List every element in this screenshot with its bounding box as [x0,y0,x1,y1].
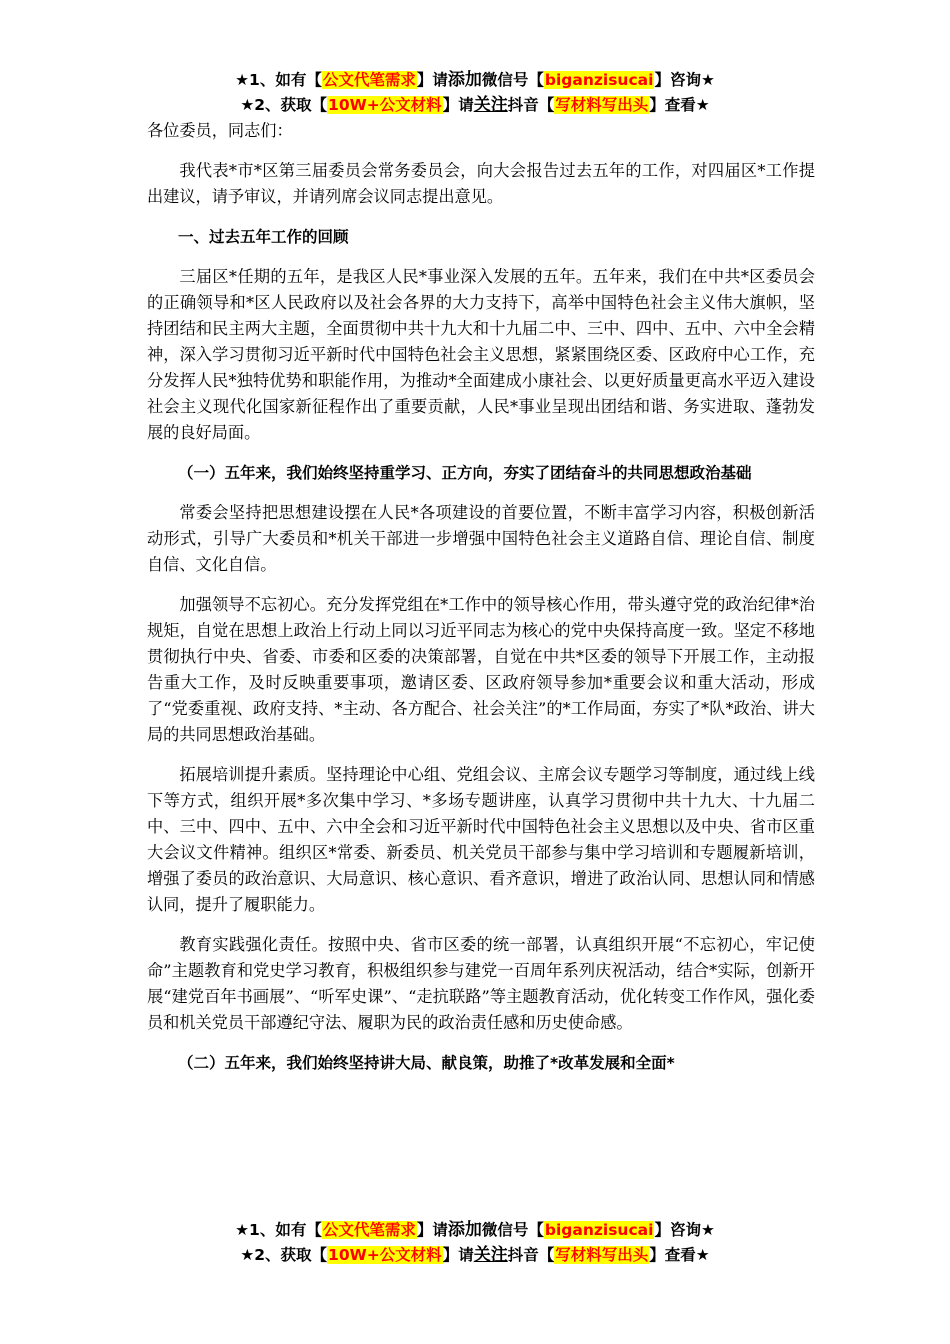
promo-highlight: 10W+公文材料 [328,96,442,114]
promo-text: 】咨询★ [654,71,715,89]
promo-text: ★1、如有【 [235,1221,322,1239]
promo-highlight: 公文代笔需求 [322,1221,416,1239]
promo-text: 】请 [442,96,474,114]
paragraph: 拓展培训提升素质。坚持理论中心组、党组会议、主席会议专题学习等制度，通过线上线下等方式，组织开展*多次集中学习、*多场专题讲座，认真学习贯彻中共十九大、十九届二中、三中、四中、五中、六中全会和习近平新时代中国特色社会主义思想以及中央、省市区重大会议文件精神。组织区*常委、新委员、机关党员干部参与集中学习培训和专题履新培训，增强了委员的政治意识、大局意识、核心意识、看齐意识，增进了政治认同、思想认同和情感认同，提升了履职能力。 [147,765,815,914]
subsection-heading: （二）五年来，我们始终坚持讲大局、献良策，助推了*改革发展和全面* [178,1054,675,1072]
promo-text: 】请 [442,1246,474,1264]
promo-highlight: 写材料写出头 [555,1246,649,1264]
promo-line-1 [0,1218,950,1243]
promo-line-2 [0,93,950,118]
document-body [147,118,815,1090]
promo-text: 微信号【 [481,71,544,89]
promo-highlight: 10W+公文材料 [328,1246,442,1264]
paragraph: 常委会坚持把思想建设摆在人民*各项建设的首要位置，不断丰富学习内容，积极创新活动形式，引导广大委员和*机关干部进一步增强中国特色社会主义道路自信、理论自信、制度自信、文化自信。 [147,503,815,574]
promo-highlight: 写材料写出头 [555,96,649,114]
promo-banner-bottom [0,1218,950,1268]
paragraph: 三届区*任期的五年，是我区人民*事业深入发展的五年。五年来，我们在中共*区委员会的正确领导和*区人民政府以及社会各界的大力支持下，高举中国特色社会主义伟大旗帜，坚持团结和民主两大主题，全面贯彻中共十九大和十九届二中、三中、四中、五中、六中全会精神，深入学习贯彻习近平新时代中国特色社会主义思想，紧紧围绕区委、区政府中心工作，充分发挥人民*独特优势和职能作用，为推动*全面建成小康社会、以更好质量更高水平迈入建设社会主义现代化国家新征程作出了重要贡献，人民*事业呈现出团结和谐、务实进取、蓬勃发展的良好局面。 [147,267,815,442]
promo-text: 微信号【 [481,1221,544,1239]
promo-text: 】请 [416,1221,448,1239]
subsection-heading: （一）五年来，我们始终坚持重学习、正方向，夯实了团结奋斗的共同思想政治基础 [178,464,752,482]
promo-text: ★2、获取【 [240,1246,328,1264]
paragraph: 加强领导不忘初心。充分发挥党组在*工作中的领导核心作用，带头遵守党的政治纪律*治规矩，自觉在思想上政治上行动上同以习近平同志为核心的党中央保持高度一致。坚定不移地贯彻执行中央、省委、市委和区委的决策部署，自觉在中共*区委的领导下开展工作，主动报告重大工作，及时反映重要事项，邀请区委、区政府领导参加*重要会议和重大活动，形成了“党委重视、政府支持、*主动、各方配合、社会关注”的*工作局面，夯实了*队*政治、讲大局的共同思想政治基础。 [147,595,815,744]
intro-paragraph: 我代表*市*区第三届委员会常务委员会，向大会报告过去五年的工作，对四届区*工作提出建议，请予审议，并请列席会议同志提出意见。 [147,161,815,206]
promo-emphasis: 添加 [447,70,482,90]
promo-text: 】请 [416,71,448,89]
promo-banner-top [0,68,950,118]
promo-highlight: biganzisucai [544,1221,654,1239]
promo-text: 】查看★ [649,96,710,114]
promo-line-2 [0,1243,950,1268]
promo-line-1 [0,68,950,93]
section-heading: 一、过去五年工作的回顾 [178,228,349,246]
promo-emphasis: 关注 [473,95,508,115]
salutation: 各位委员，同志们： [147,121,293,140]
promo-text: 抖音【 [507,1246,555,1264]
paragraph: 教育实践强化责任。按照中央、省市区委的统一部署，认真组织开展“不忘初心，牢记使命”主题教育和党史学习教育，积极组织参与建党一百周年系列庆祝活动，结合*实际，创新开展“建党百年书画展”、“听军史课”、“走抗联路”等主题教育活动，优化转变工作作风，强化委员和机关党员干部遵纪守法、履职为民的政治责任感和历史使命感。 [147,935,815,1032]
promo-emphasis: 关注 [473,1245,508,1265]
promo-highlight: 公文代笔需求 [322,71,416,89]
promo-highlight: biganzisucai [544,71,654,89]
promo-emphasis: 添加 [447,1220,482,1240]
promo-text: ★1、如有【 [235,71,322,89]
promo-text: 抖音【 [507,96,555,114]
promo-text: 】咨询★ [654,1221,715,1239]
promo-text: 】查看★ [649,1246,710,1264]
promo-text: ★2、获取【 [240,96,328,114]
